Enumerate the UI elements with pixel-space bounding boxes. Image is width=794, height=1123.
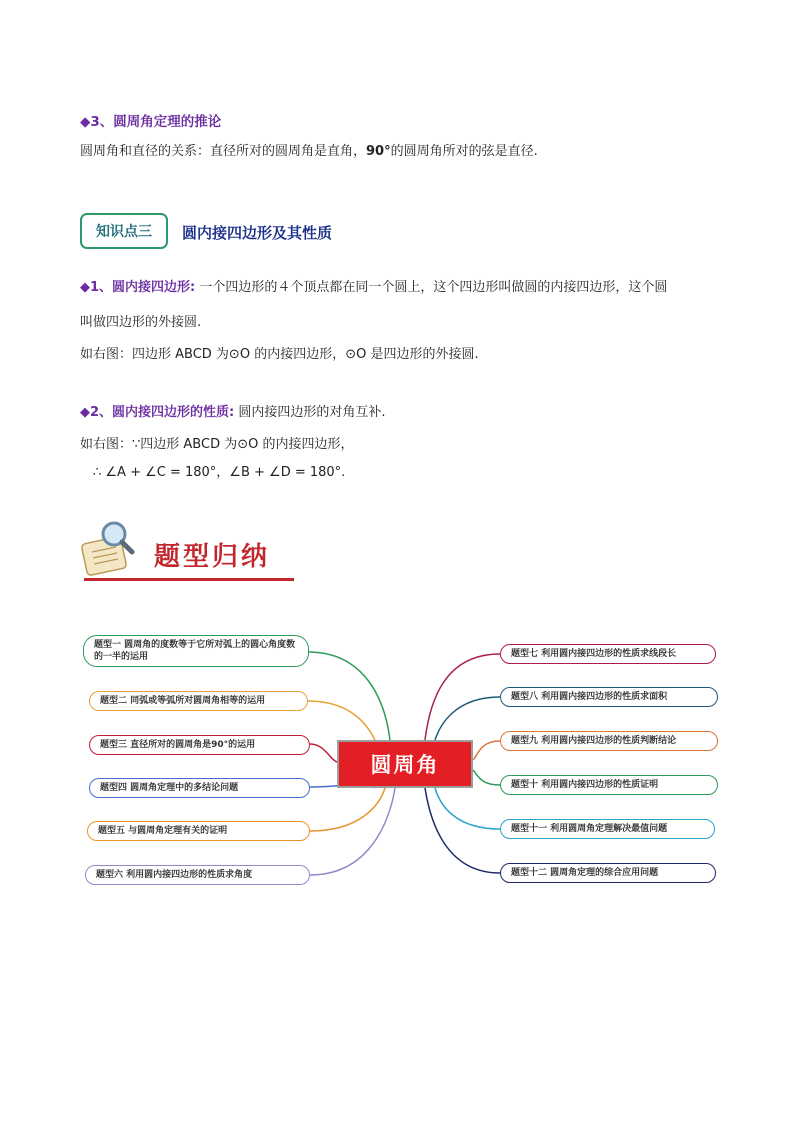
mindmap-center: 圆周角 [337,740,473,788]
mindmap-left-node-4: 题型四 圆周角定理中的多结论问题 [89,778,310,798]
mindmap-right-node-12: 题型十二 圆周角定理的综合应用问题 [500,863,716,883]
def2-line2: 如右图：∵四边形 ABCD 为⊙O 的内接四边形， [80,437,354,452]
def1-text1: 一个四边形的４个顶点都在同一个圆上，这个四边形叫做圆的内接四边形，这个圆 [199,280,668,295]
mindmap-right-node-11: 题型十一 利用圆周角定理解决最值问题 [500,819,715,839]
def2-label: ◆2、圆内接四边形的性质: [80,405,235,420]
mindmap-left-node-3: 题型三 直径所对的圆周角是90°的运用 [89,735,310,755]
mindmap-right-node-10: 题型十 利用圆内接四边形的性质证明 [500,775,718,795]
section3-text-pre: 圆周角和直径的关系：直径所对的圆周角是直角， [80,144,367,159]
def1-label: ◆1、圆内接四边形: [80,280,196,295]
mindmap-left-node-5: 题型五 与圆周角定理有关的证明 [87,821,310,841]
mindmap-left-node-6: 题型六 利用圆内接四边形的性质求角度 [85,865,310,885]
def2-line3: ∴ ∠A + ∠C = 180°，∠B + ∠D = 180°. [93,465,346,480]
mindmap-left-node-2: 题型二 同弧或等弧所对圆周角相等的运用 [89,691,308,711]
banner-title: 题型归纳 [154,542,271,572]
def1-line2: 叫做四边形的外接圆. [80,315,202,330]
def2-text1: 圆内接四边形的对角互补. [238,405,386,420]
knowledge-tag: 知识点三 [80,213,168,249]
section3-text-bold: 90° [366,144,391,159]
mindmap-right-node-9: 题型九 利用圆内接四边形的性质判断结论 [500,731,718,751]
def1-line3: 如右图：四边形 ABCD 为⊙O 的内接四边形，⊙O 是四边形的外接圆. [80,347,479,362]
mindmap-right-node-8: 题型八 利用圆内接四边形的性质求面积 [500,687,718,707]
section3-text-post: 的圆周角所对的弦是直径. [390,144,538,159]
knowledge-title: 圆内接四边形及其性质 [182,224,333,242]
section3-heading: ◆3、圆周角定理的推论 [80,114,222,130]
mindmap-left-node-1: 题型一 圆周角的度数等于它所对弧上的圆心角度数的一半的运用 [83,635,309,667]
mindmap-right-node-7: 题型七 利用圆内接四边形的性质求线段长 [500,644,716,664]
